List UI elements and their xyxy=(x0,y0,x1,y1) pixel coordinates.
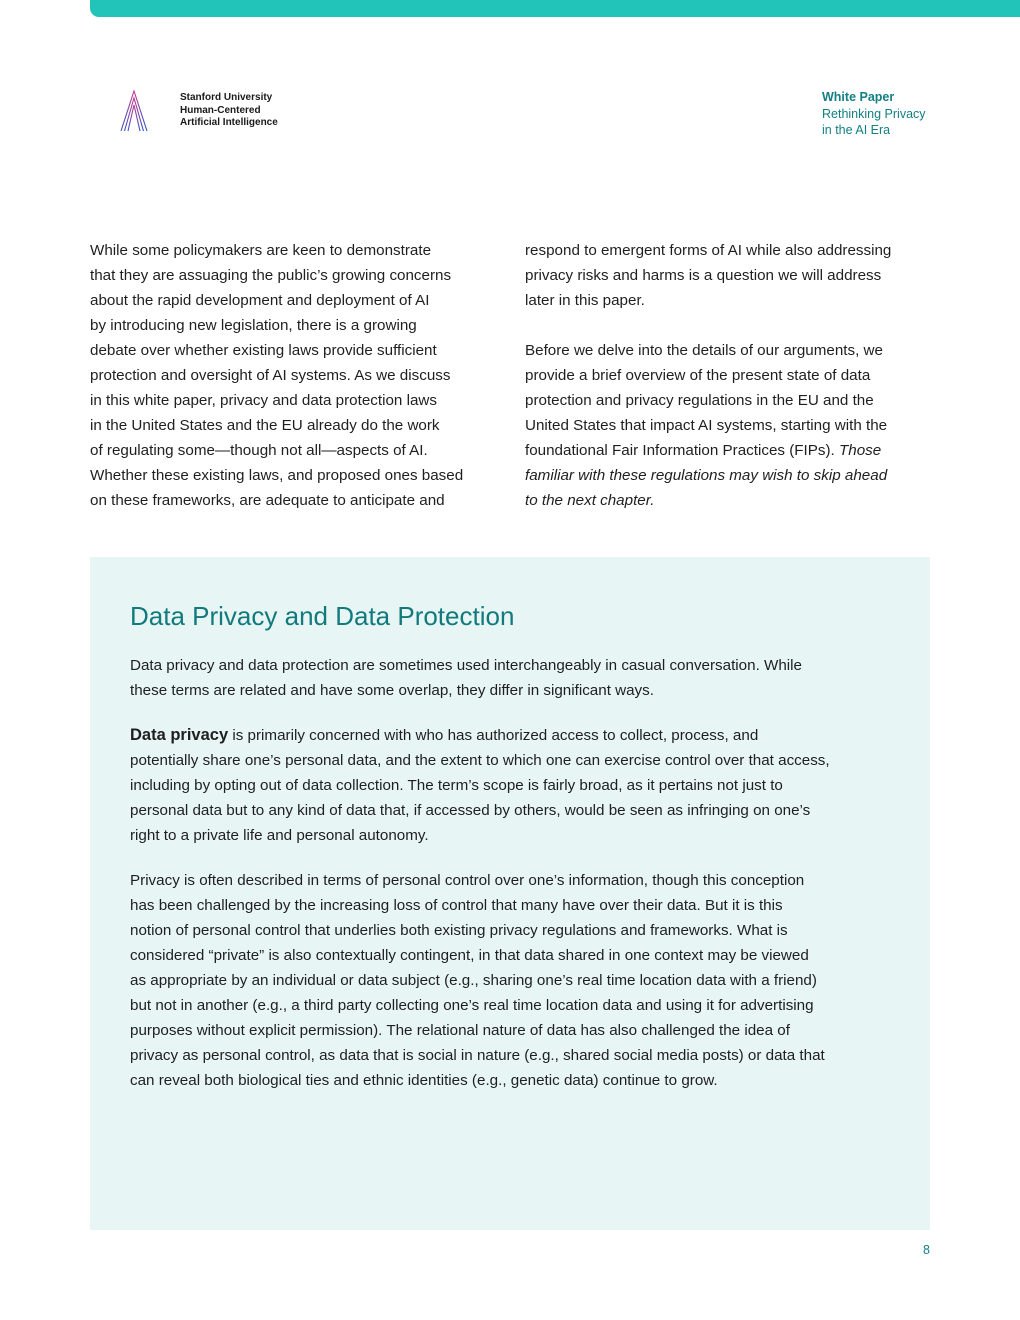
text-line: has been challenged by the increasing loss of control that many have over their data. But it is this xyxy=(130,897,783,914)
logo-line-ai: Artificial Intelligence xyxy=(180,117,278,129)
text-line: can reveal both biological ties and ethnic identities (e.g., genetic data) continue to grow. xyxy=(130,1072,718,1089)
hai-logo xyxy=(90,89,300,133)
italic-segment: Those xyxy=(839,442,882,459)
logo-wordmark xyxy=(180,92,278,130)
italic-line: to the next chapter. xyxy=(525,492,655,509)
doc-title-line-1: Rethinking Privacy xyxy=(822,106,926,121)
box-title: Data Privacy and Data Protection xyxy=(130,601,515,631)
text-line: debate over whether existing laws provide sufficient xyxy=(90,342,437,359)
logo-line-hc: Human-Centered xyxy=(180,104,261,116)
definition-box xyxy=(90,557,930,1230)
text-line: by introducing new legislation, there is a growing xyxy=(90,317,417,334)
logo-line-university: Stanford University xyxy=(180,92,273,104)
text-line: respond to emergent forms of AI while also addressing xyxy=(525,242,892,259)
page-number: 8 xyxy=(923,1243,930,1257)
text-line: Before we delve into the details of our arguments, we xyxy=(525,342,883,359)
right-column xyxy=(525,238,940,513)
box-body xyxy=(130,653,910,1093)
box-privacy-paragraph xyxy=(130,868,910,1093)
text-line: notion of personal control that underlies both existing privacy regulations and frameworks. What is xyxy=(130,922,788,939)
text-line: but not in another (e.g., a third party collecting one’s real time location data and using it for advertising xyxy=(130,997,814,1014)
text-segment: foundational Fair Information Practices (FIPs). xyxy=(525,442,839,459)
right-paragraph-1 xyxy=(525,238,940,313)
text-line: that they are assuaging the public’s growing concerns xyxy=(90,267,452,284)
text-line: privacy risks and harms is a question we will address xyxy=(525,267,882,284)
doc-type: White Paper xyxy=(822,90,895,104)
document-label xyxy=(822,89,926,139)
left-column xyxy=(90,238,500,513)
text-line: of regulating some—though not all—aspects of AI. xyxy=(90,442,428,459)
text-line: personal data but to any kind of data that, if accessed by others, would be seen as infringing on one’s xyxy=(130,802,811,819)
text-line: in this white paper, privacy and data protection laws xyxy=(90,392,437,409)
text-segment: is primarily concerned with who has authorized access to collect, process, and xyxy=(228,727,759,744)
text-line: as appropriate by an individual or data subject (e.g., sharing one’s real time location data with a friend) xyxy=(130,972,817,989)
text-line: privacy as personal control, as data that is social in nature (e.g., shared social media posts) or data that xyxy=(130,1047,825,1064)
text-line: considered “private” is also contextually contingent, in that data shared in one context may be viewed xyxy=(130,947,809,964)
top-accent-bar xyxy=(90,0,1020,17)
definition-term: Data privacy xyxy=(130,726,229,744)
box-definition-paragraph xyxy=(130,723,910,848)
left-paragraph xyxy=(90,238,500,513)
text-line xyxy=(130,723,910,748)
text-line: Data privacy and data protection are sometimes used interchangeably in casual conversation. While xyxy=(130,657,802,674)
text-line: provide a brief overview of the present state of data xyxy=(525,367,871,384)
text-line: While some policymakers are keen to demonstrate xyxy=(90,242,432,259)
text-line: protection and oversight of AI systems. As we discuss xyxy=(90,367,451,384)
text-line: Whether these existing laws, and proposed ones based xyxy=(90,467,464,484)
box-intro-paragraph xyxy=(130,653,910,703)
text-line: right to a private life and personal autonomy. xyxy=(130,827,429,844)
right-paragraph-2 xyxy=(525,338,940,513)
doc-title-line-2: in the AI Era xyxy=(822,123,891,137)
text-line: including by opting out of data collection. The term’s scope is fairly broad, as it pertains not just to xyxy=(130,777,783,794)
text-line: in the United States and the EU already do the work xyxy=(90,417,440,434)
text-line: potentially share one’s personal data, and the extent to which one can exercise control over that access, xyxy=(130,752,830,769)
text-line: later in this paper. xyxy=(525,292,645,309)
text-line: United States that impact AI systems, starting with the xyxy=(525,417,888,434)
text-line: on these frameworks, are adequate to anticipate and xyxy=(90,492,445,509)
text-line: Privacy is often described in terms of personal control over one’s information, though this conception xyxy=(130,872,805,889)
hai-logo-mark-icon xyxy=(90,90,170,132)
text-line xyxy=(525,438,940,463)
text-line: protection and privacy regulations in the EU and the xyxy=(525,392,874,409)
text-line: purposes without explicit permission). The relational nature of data has also challenged the idea of xyxy=(130,1022,790,1039)
italic-line: familiar with these regulations may wish to skip ahead xyxy=(525,467,888,484)
text-line: about the rapid development and deployment of AI xyxy=(90,292,430,309)
text-line: these terms are related and have some overlap, they differ in significant ways. xyxy=(130,682,654,699)
